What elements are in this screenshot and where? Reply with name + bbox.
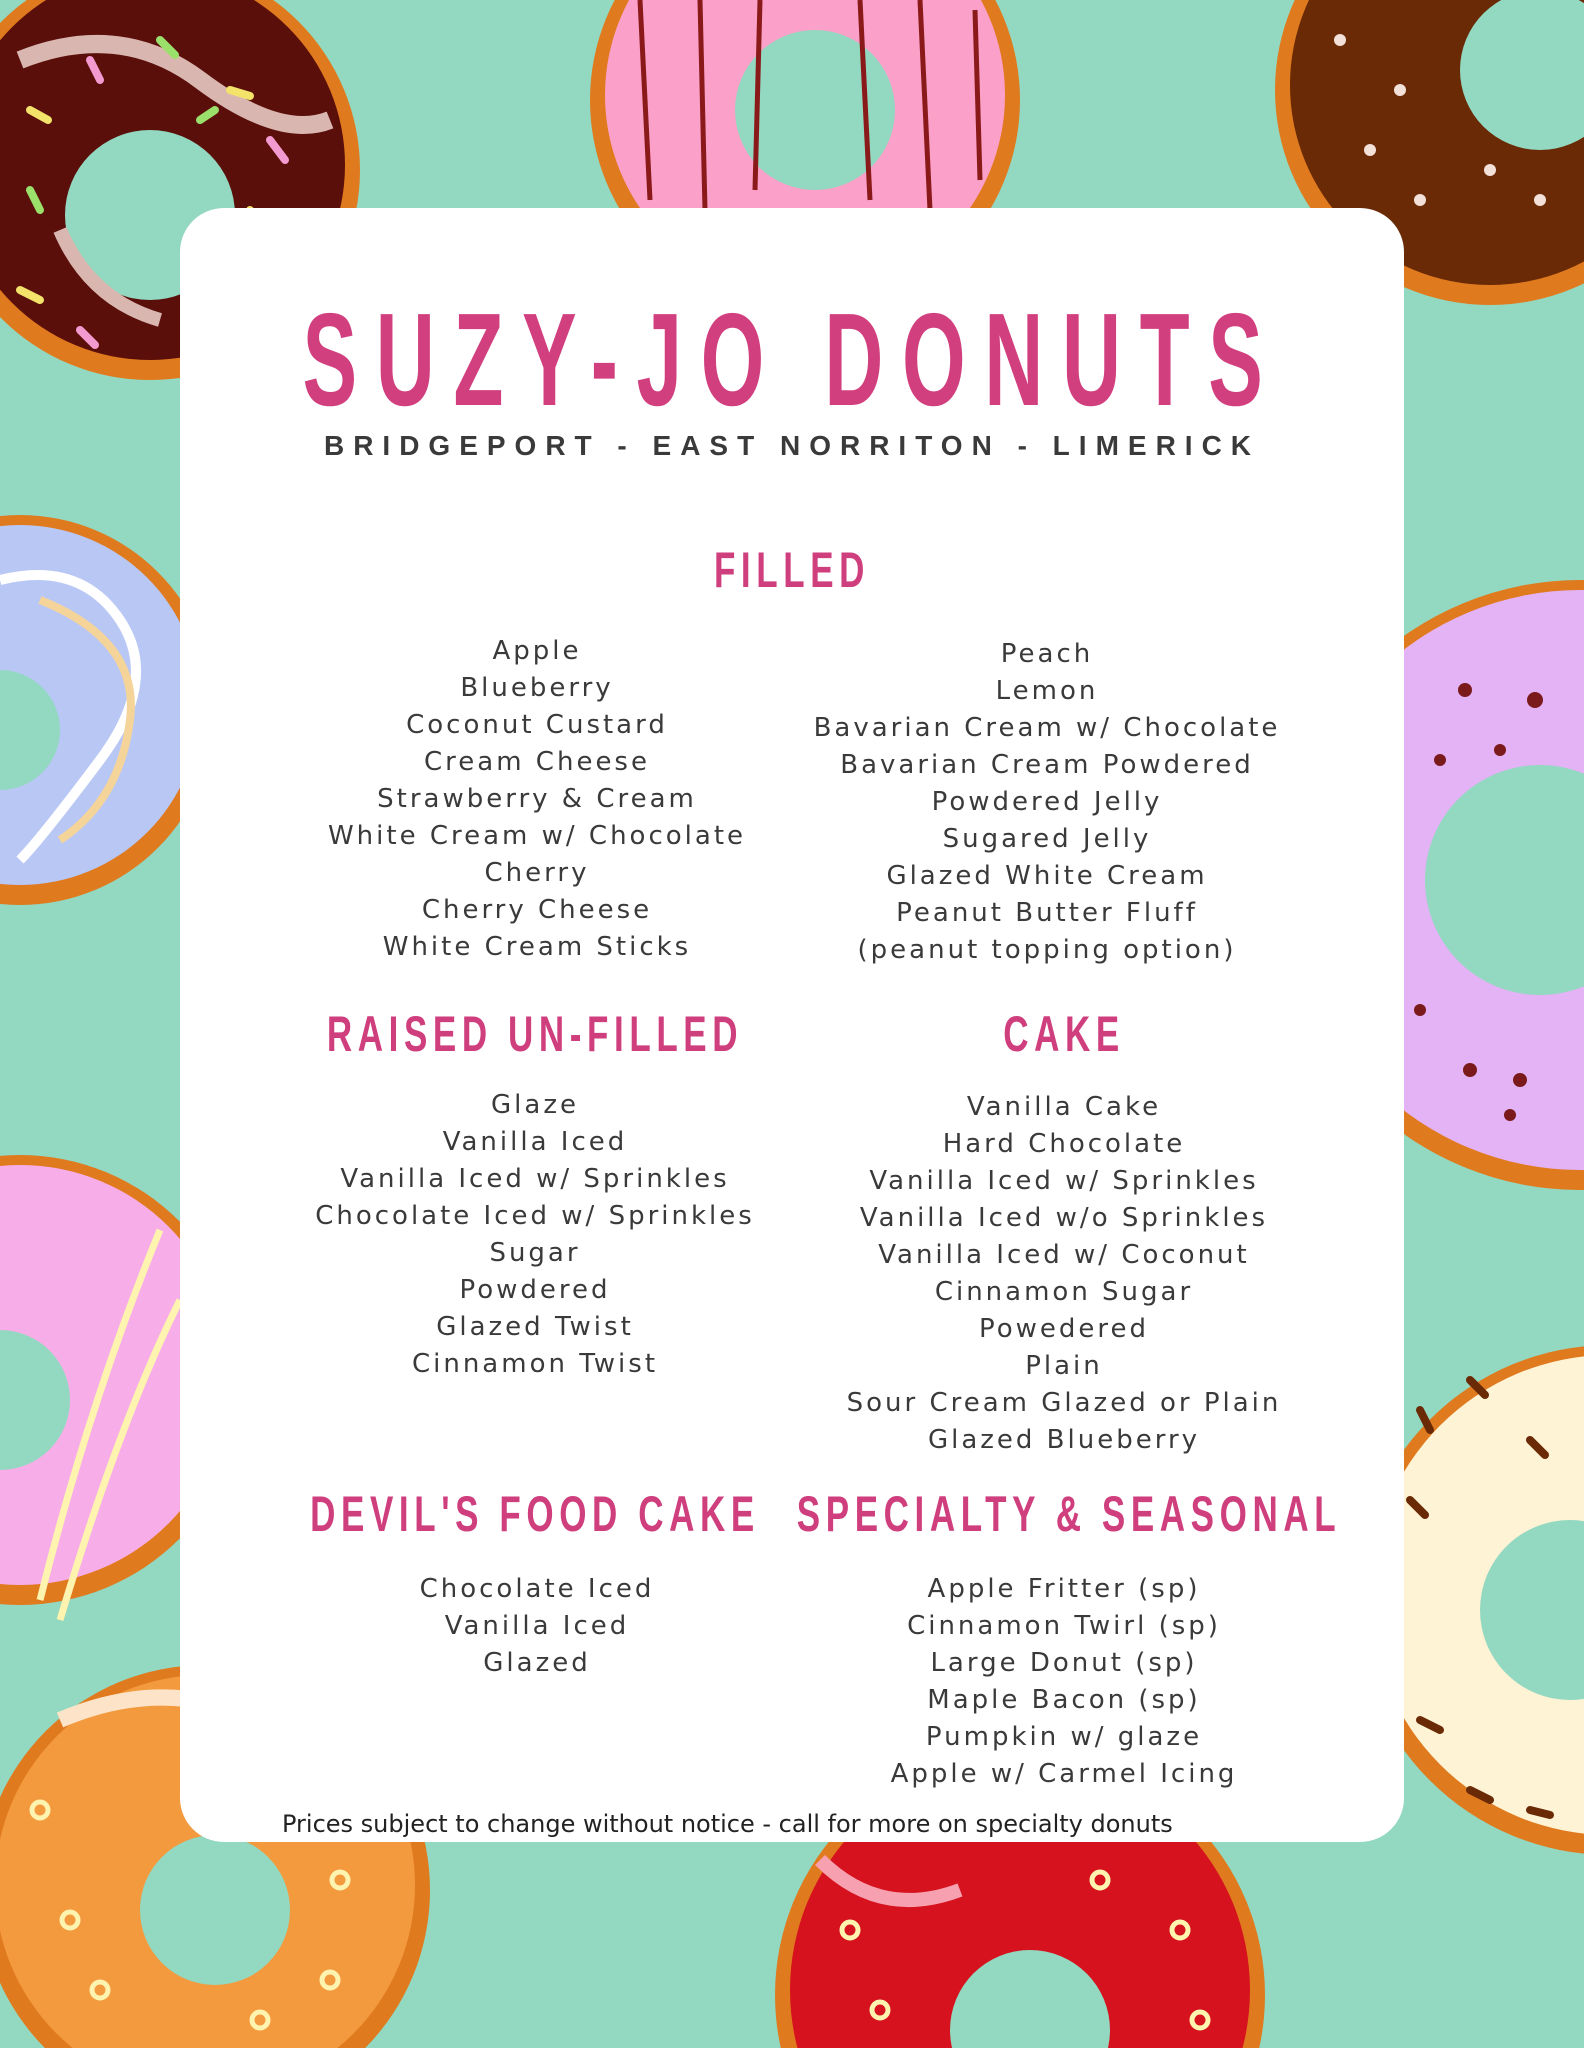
list-item: Pumpkin w/ glaze [925, 1722, 1203, 1752]
list-item: (peanut topping option) [857, 935, 1237, 965]
filled-list-right [767, 636, 1327, 969]
list-item: Vanilla Iced w/o Sprinkles [859, 1203, 1269, 1233]
list-item: Lemon [995, 676, 1099, 706]
list-item: Peach [1000, 639, 1094, 669]
list-item: White Cream w/ Chocolate [327, 821, 747, 851]
list-item: Vanilla Iced w/ Coconut [878, 1240, 1250, 1270]
list-item: Vanilla Iced [442, 1127, 628, 1157]
list-item: Bavarian Cream w/ Chocolate [813, 713, 1281, 743]
list-item: Coconut Custard [406, 710, 668, 740]
list-item: White Cream Sticks [382, 932, 692, 962]
devils-food-list [287, 1571, 787, 1682]
filled-list-left [287, 633, 787, 966]
raised-unfilled-list [285, 1087, 785, 1383]
list-item: Bavarian Cream Powdered [840, 750, 1254, 780]
specialty-heading: SPECIALTY & SEASONAL [796, 1486, 1342, 1542]
list-item: Powdered [459, 1275, 611, 1305]
list-item: Glaze [491, 1090, 579, 1120]
list-item: Cream Cheese [424, 747, 650, 777]
list-item: Cherry Cheese [421, 895, 653, 925]
filled-heading: FILLED [713, 542, 871, 598]
list-item: Vanilla Cake [966, 1092, 1162, 1122]
raised-unfilled-heading: RAISED UN-FILLED [326, 1006, 744, 1062]
list-item: Strawberry & Cream [377, 784, 697, 814]
list-item: Peanut Butter Fluff [896, 898, 1198, 928]
list-item: Glazed White Cream [886, 861, 1208, 891]
cake-list [784, 1089, 1344, 1459]
list-item: Sugar [489, 1238, 581, 1268]
list-item: Cinnamon Twirl (sp) [907, 1611, 1221, 1641]
list-item: Vanilla Iced [444, 1611, 630, 1641]
list-item: Vanilla Iced w/ Sprinkles [869, 1166, 1259, 1196]
list-item: Large Donut (sp) [930, 1648, 1198, 1678]
list-item: Vanilla Iced w/ Sprinkles [340, 1164, 730, 1194]
list-item: Sugared Jelly [942, 824, 1152, 854]
devils-food-heading: DEVIL'S FOOD CAKE [310, 1486, 760, 1542]
specialty-list [784, 1571, 1344, 1793]
list-item: Chocolate Iced w/ Sprinkles [315, 1201, 755, 1231]
list-item: Glazed Blueberry [927, 1425, 1201, 1455]
list-item: Chocolate Iced [419, 1574, 655, 1604]
list-item: Apple w/ Carmel Icing [890, 1759, 1238, 1789]
list-item: Apple Fritter (sp) [927, 1574, 1201, 1604]
list-item: Apple [492, 636, 582, 666]
list-item: Sour Cream Glazed or Plain [846, 1388, 1282, 1418]
list-item: Cinnamon Sugar [934, 1277, 1194, 1307]
list-item: Cinnamon Twist [411, 1349, 659, 1379]
footer-note: Prices subject to change without notice - call for more on specialty donuts [282, 1810, 1173, 1838]
list-item: Glazed Twist [436, 1312, 634, 1342]
list-item: Powedered [978, 1314, 1150, 1344]
list-item: Cherry [484, 858, 590, 888]
list-item: Blueberry [460, 673, 614, 703]
list-item: Powdered Jelly [931, 787, 1163, 817]
list-item: Maple Bacon (sp) [927, 1685, 1201, 1715]
list-item: Plain [1025, 1351, 1103, 1381]
locations-subtitle: BRIDGEPORT - EAST NORRITON - LIMERICK [323, 430, 1261, 461]
list-item: Glazed [483, 1648, 591, 1678]
page-title: SUZY-JO DONUTS [302, 286, 1282, 433]
cake-heading: CAKE [1003, 1006, 1125, 1062]
list-item: Hard Chocolate [942, 1129, 1186, 1159]
